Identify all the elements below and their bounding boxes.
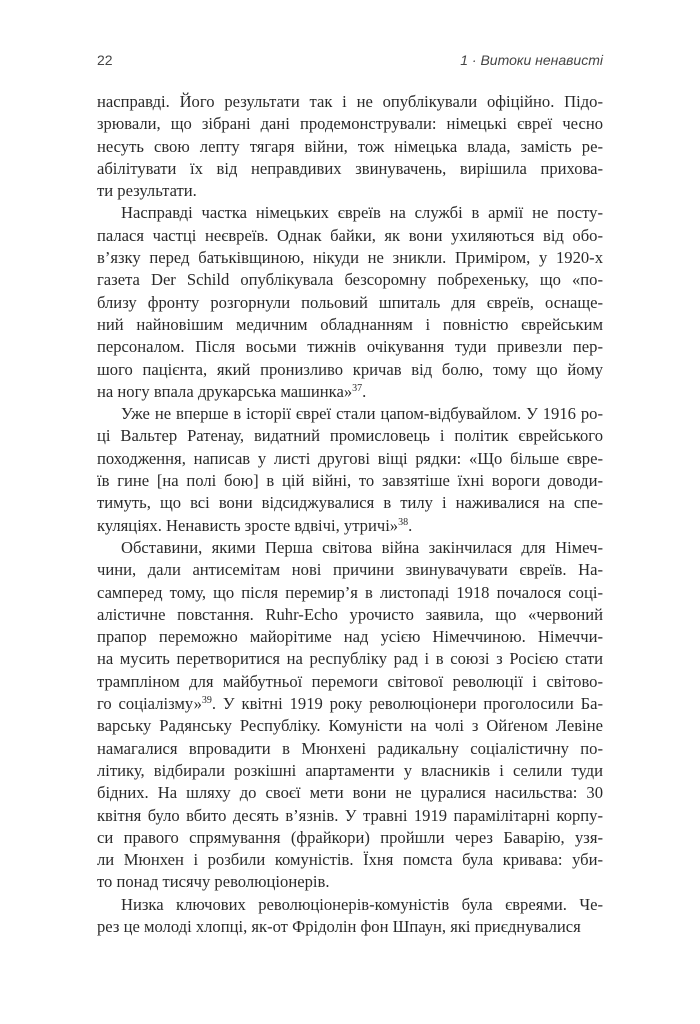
text-line: [97, 894, 603, 916]
text-line: [97, 180, 603, 202]
line-text: Обставини, якими Перша світова війна закінчилася для Німеч-: [121, 537, 603, 557]
text-line: [97, 559, 603, 581]
line-text: ці Вальтер Ратенау, видатний промисловець і політик єврейського: [97, 426, 603, 446]
text-line: [97, 671, 603, 693]
line-text: ти результати.: [97, 181, 197, 201]
text-line: [97, 292, 603, 314]
line-text: тимуть, що всі вони відсиджувалися в тилу і наживалися на спе-: [97, 493, 603, 513]
text-line: [97, 693, 603, 715]
line-text: варську Радянську Республіку. Комуністи на чолі з Ойґеном Левіне: [97, 716, 603, 736]
text-line: [97, 113, 603, 135]
line-text: насправді. Його результати так і не опублікували офіційно. Підо-: [97, 92, 603, 111]
line-text: .: [408, 515, 413, 535]
text-line: [97, 470, 603, 492]
line-text: їв гине [на полі бою] в цій війні, то завзятіше їхні вороги доводи-: [97, 471, 603, 491]
text-line: [97, 336, 603, 358]
text-line: [97, 582, 603, 604]
text-line: [97, 805, 603, 827]
line-text: намагалися впровадити в Мюнхені радикальну соціалістичну по-: [97, 738, 603, 758]
line-text: трампліном для майбутньої перемоги світової революції і світово-: [97, 671, 603, 691]
paragraph: [97, 537, 603, 894]
line-text: самперед тому, що після перемир’я в листопаді 1918 почалося соці-: [97, 582, 603, 602]
text-line: [97, 202, 603, 224]
text-line: [97, 492, 603, 514]
footnote-reference[interactable]: 39: [201, 695, 212, 707]
text-line: [97, 604, 603, 626]
paragraph: [97, 91, 603, 202]
line-text: Уже не вперше в історії євреї стали цапом-відбувайлом. У 1916 ро-: [121, 404, 603, 424]
line-text: абілітувати їх від неправдивих звинувачень, вирішила прихова-: [97, 158, 603, 178]
text-line: [97, 158, 603, 180]
paragraph: [97, 894, 603, 939]
line-text: квітня було вбито десять в’язнів. У травні 1919 парамілітарні корпу-: [97, 805, 603, 825]
line-text: близу фронту розгорнули польовий шпиталь для євреїв, оснаще-: [97, 292, 603, 312]
line-text: несуть свою лепту тягаря війни, тож німецька влада, замість ре-: [97, 136, 603, 156]
line-text: літику, відбирали розкішні апартаменти у власників і селили туди: [97, 760, 603, 780]
text-line: [97, 782, 603, 804]
text-line: [97, 916, 603, 938]
text-line: [97, 247, 603, 269]
line-text: .: [362, 381, 367, 401]
text-line: [97, 136, 603, 158]
text-line: [97, 715, 603, 737]
line-text: газета Der Schild опублікувала безсоромну побрехеньку, що «по-: [97, 270, 603, 290]
line-text: куляціях. Ненависть зросте вдвічі, утричі»: [97, 515, 399, 535]
line-text: го соціалізму»: [97, 694, 202, 714]
text-line: [97, 515, 603, 537]
page-number: 22: [97, 52, 113, 68]
footnote-reference[interactable]: 37: [352, 382, 363, 394]
line-text: прапор переможно майорітиме над усією Німеччиною. Німеччи-: [97, 627, 603, 647]
text-line: [97, 537, 603, 559]
line-text: ний найновішим медичним обладнанням і повністю єврейським: [97, 314, 603, 334]
line-text: зрювали, що зібрані дані продемонстрували: німецькі євреї чесно: [97, 114, 603, 134]
page-header: [97, 52, 603, 72]
running-head: 1 · Витоки ненависті: [460, 52, 603, 68]
footnote-reference[interactable]: 38: [398, 516, 409, 528]
text-line: [97, 381, 603, 403]
text-line: [97, 648, 603, 670]
text-line: [97, 738, 603, 760]
text-line: [97, 760, 603, 782]
line-text: палася частці неєвреїв. Однак байки, як вони ухиляються від обо-: [97, 225, 603, 245]
paragraph: [97, 403, 603, 537]
line-text: ли Мюнхен і розбили комуністів. Їхня помста була кривава: уби-: [97, 850, 603, 870]
line-text: походження, написав у листі другові віщі рядки: «Що більше євре-: [97, 448, 603, 468]
line-text: персоналом. Після восьми тижнів очікування туди привезли пер-: [97, 337, 603, 357]
line-text: си правого спрямування (фрайкори) пройшли через Баварію, узя-: [97, 827, 603, 847]
line-text: в’язку перед батьківщиною, нікуди не зникли. Приміром, у 1920-х: [97, 248, 603, 268]
text-line: [97, 269, 603, 291]
text-line: [97, 849, 603, 871]
text-line: [97, 827, 603, 849]
line-text: Насправді частка німецьких євреїв на службі в армії не посту-: [121, 203, 603, 223]
text-line: [97, 448, 603, 470]
text-line: [97, 314, 603, 336]
line-text: . У квітні 1919 року революціонери проголосили Ба-: [211, 694, 603, 714]
line-text: Низка ключових революціонерів-комуністів була євреями. Че-: [121, 894, 603, 914]
line-text: рез це молоді хлопці, як-от Фрідолін фон Шпаун, які приєднувалися: [97, 916, 581, 936]
paragraph: [97, 202, 603, 403]
line-text: бідних. На шляху до своєї мети вони не цуралися насильства: 30: [97, 783, 603, 803]
line-text: то понад тисячу революціонерів.: [97, 872, 330, 892]
line-text: на мусить перетворитися на республіку рад і в союзі з Росією стати: [97, 649, 603, 669]
text-line: [97, 225, 603, 247]
line-text: алістичне повстання. Ruhr-Echo урочисто заявила, що «червоний: [97, 604, 603, 624]
line-text: чини, дали антисемітам нові причини звинувачувати євреїв. На-: [97, 560, 603, 580]
text-line: [97, 425, 603, 447]
text-line: [97, 403, 603, 425]
line-text: шого пацієнта, який пронизливо кричав від болю, тому що йому: [97, 359, 603, 379]
text-line: [97, 626, 603, 648]
body-text: [97, 91, 603, 938]
text-line: [97, 359, 603, 381]
line-text: на ногу впала друкарська машинка»: [97, 381, 353, 401]
text-line: [97, 91, 603, 113]
text-line: [97, 871, 603, 893]
